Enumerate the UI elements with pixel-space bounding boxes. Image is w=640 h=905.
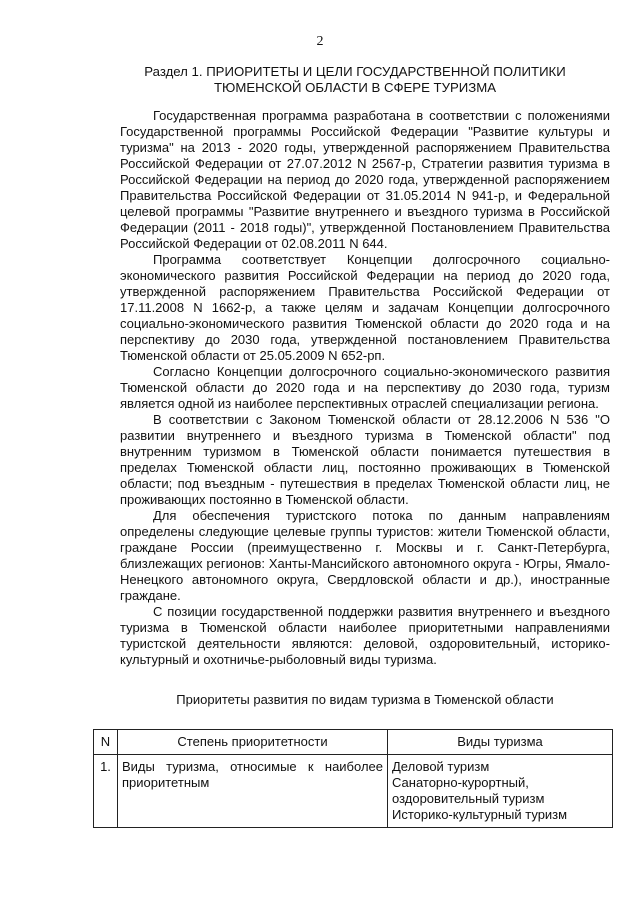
body-text	[120, 108, 610, 668]
header-number: N	[94, 730, 118, 755]
paragraph-4: В соответствии с Законом Тюменской области от 28.12.2006 N 536 "О развитии внутреннего и въездного туризма в Тюменской области" под внутренним туризмом в Тюменской области понимается путешествия в пределах Тюменской области лиц, постоянно проживающих в Тюменской области; под въездным - путешествия в пределах Тюменской области лиц, не проживающих постоянно в Тюменской области.	[120, 412, 610, 507]
row-tourism-types	[388, 755, 613, 828]
paragraph-3: Согласно Концепции долгосрочного социально-экономического развития Тюменской области до 2020 года и на перспективу до 2030 года, туризм является одной из наиболее перспективных отраслей специализации региона.	[120, 364, 610, 411]
section-title	[120, 64, 590, 96]
paragraph-6: С позиции государственной поддержки развития внутреннего и въездного туризма в Тюменской области наиболее приоритетными направлениями туристской деятельности являются: деловой, оздоровительный, историко-культурный и охотничье-рыболовный виды туризма.	[120, 604, 610, 667]
page-number: 2	[316, 34, 324, 49]
paragraph-1: Государственная программа разработана в соответствии с положениями Государственной программы Российской Федерации "Развитие культуры и туризма" на 2013 - 2020 годы, утвержденной распоряжением Правительства Российской Федерации от 27.07.2012 N 2567-р, Стратегии развития туризма в Российской Федерации на период до 2020 года, утвержденной распоряжением Правительства Российской Федерации от 31.05.2014 N 941-р, и Федеральной целевой программы "Развитие внутреннего и въездного туризма в Российской Федерации (2011 - 2018 годы)", утвержденной Постановлением Правительства Российской Федерации от 02.08.2011 N 644.	[120, 108, 610, 251]
tourism-type: Деловой туризм	[392, 759, 490, 774]
tourism-type: Историко-культурный туризм	[392, 807, 568, 822]
paragraph-2: Программа соответствует Концепции долгосрочного социально-экономического развития Российской Федерации на период до 2020 года, утвержденной распоряжением Правительства Российской Федерации от 17.11.2008 N 1662-р, а также целям и задачам Концепции долгосрочного социально-экономического развития Тюменской области до 2020 года и на перспективу до 2030 года, утвержденной постановлением Правительства Тюменской области от 25.05.2009 N 652-рп.	[120, 252, 610, 363]
header-tourism-types: Виды туризма	[388, 730, 613, 755]
row-number: 1.	[94, 755, 118, 828]
tourism-type: Санаторно-курортный,	[392, 775, 529, 790]
section-title-line-2: ТЮМЕНСКОЙ ОБЛАСТИ В СФЕРЕ ТУРИЗМА	[213, 80, 496, 95]
table-row	[94, 755, 613, 828]
paragraph-5: Для обеспечения туристского потока по данным направлениям определены следующие целевые группы туристов: жители Тюменской области, граждане России (преимущественно г. Москвы и г. Санкт-Петербурга, близлежащих регионов: Ханты-Мансийского автономного округа - Югры, Ямало-Ненецкого автономного округа, Свердловской области и др.), иностранные граждане.	[120, 508, 610, 603]
table-header-row	[94, 730, 613, 755]
header-priority-degree: Степень приоритетности	[118, 730, 388, 755]
row-priority-degree: Виды туризма, относимые к наиболее приоритетным	[118, 755, 388, 828]
priorities-table	[93, 729, 613, 828]
tourism-type: оздоровительный туризм	[392, 791, 545, 806]
section-title-line-1: Раздел 1. ПРИОРИТЕТЫ И ЦЕЛИ ГОСУДАРСТВЕННОЙ ПОЛИТИКИ	[144, 64, 566, 79]
table-title: Приоритеты развития по видам туризма в Тюменской области	[176, 692, 554, 707]
